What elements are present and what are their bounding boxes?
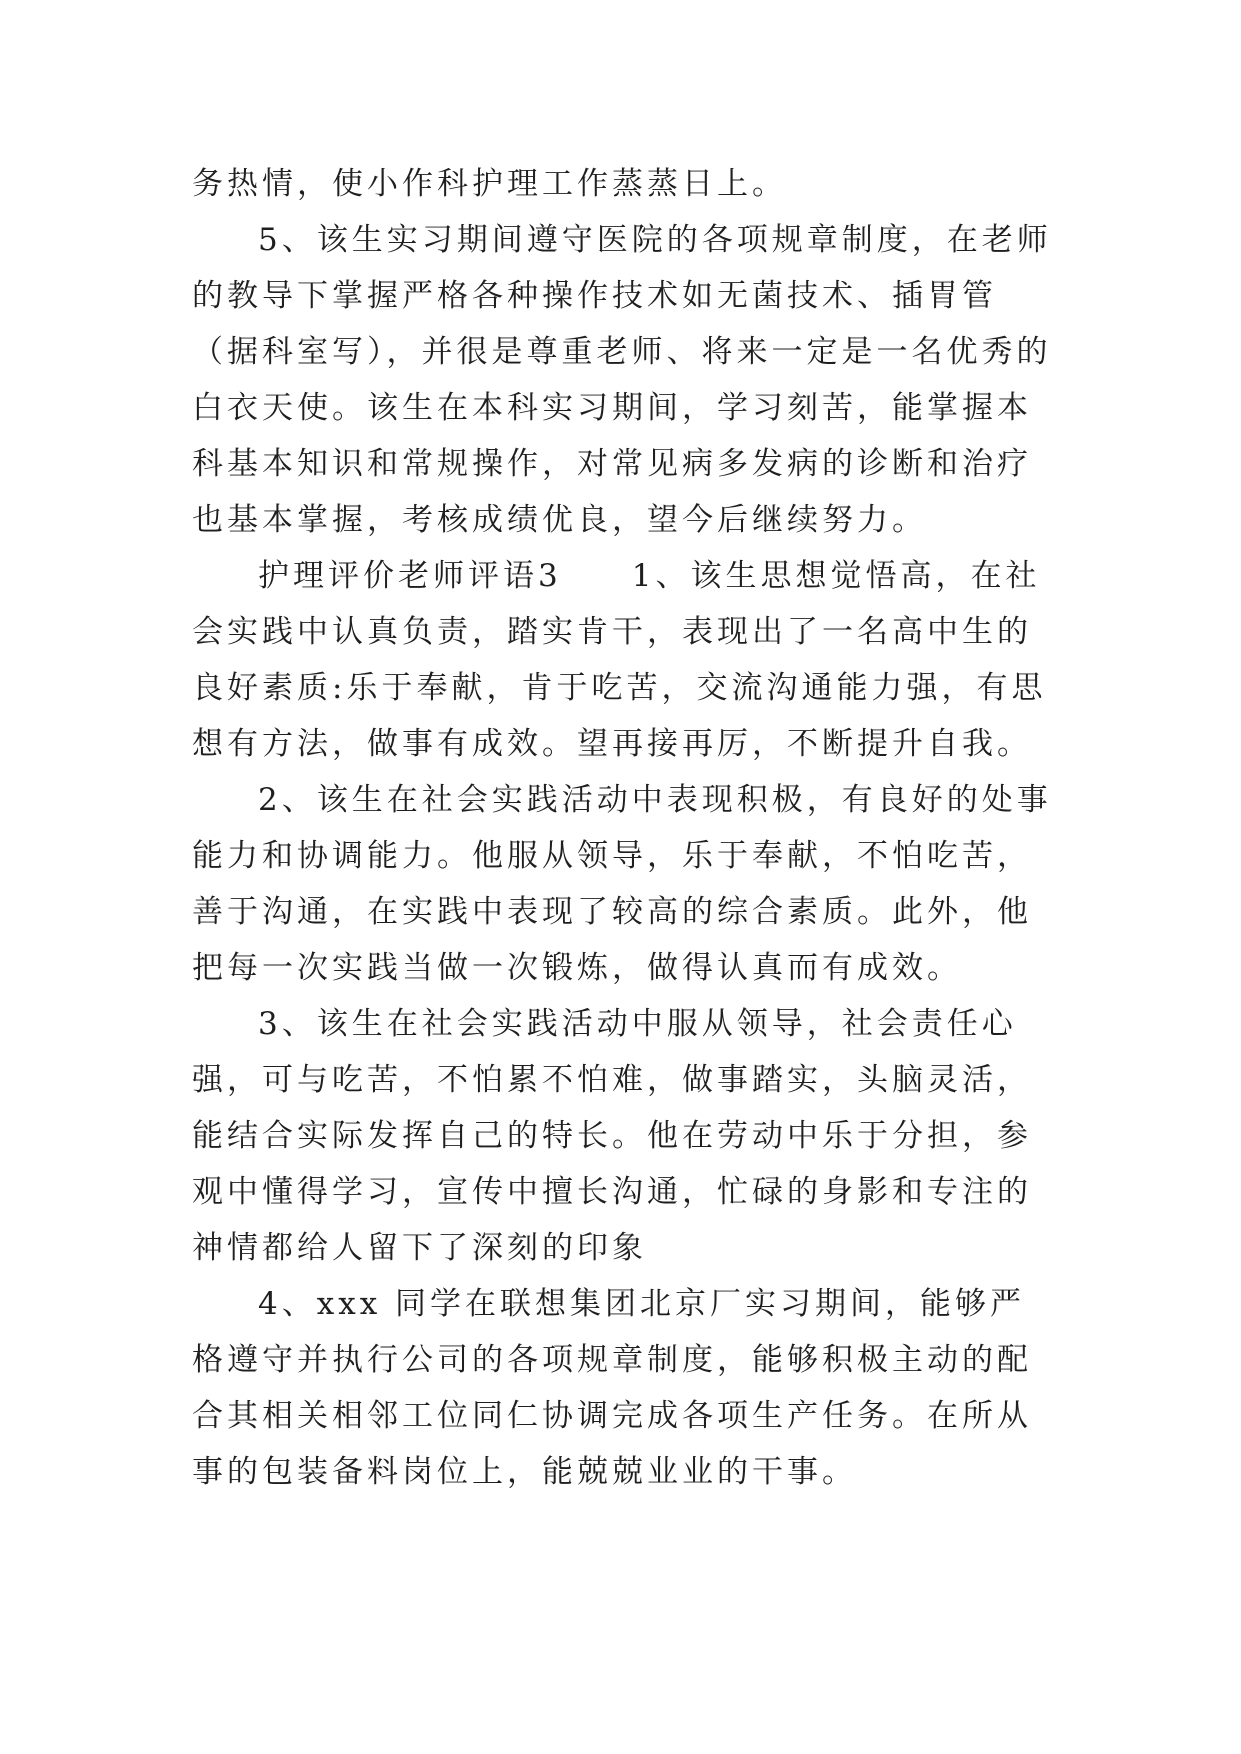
paragraph-section-3-item-1: 护理评价老师评语3 1、该生思想觉悟高，在社会实践中认真负责，踏实肯干，表现出了一名高中生的良好素质:乐于奉献，肯于吃苦，交流沟通能力强，有思想有方法，做事有成效。望再接再厉，不断提升自我。	[192, 558, 1047, 762]
document-body	[192, 156, 1058, 1500]
paragraph-item-2: 2、该生在社会实践活动中表现积极，有良好的处事能力和协调能力。他服从领导，乐于奉献，不怕吃苦，善于沟通，在实践中表现了较高的综合素质。此外，他把每一次实践当做一次锻炼，做得认真而有成效。	[192, 782, 1052, 986]
paragraph-continuation: 务热情，使小作科护理工作蒸蒸日上。	[192, 166, 787, 202]
paragraph-item-4: 4、xxx 同学在联想集团北京厂实习期间，能够严格遵守并执行公司的各项规章制度，能够积极主动的配合其相关相邻工位同仁协调完成各项生产任务。在所从事的包装备料岗位上，能兢兢业业的干事。	[192, 1286, 1032, 1490]
paragraph-item-3: 3、该生在社会实践活动中服从领导，社会责任心强，可与吃苦，不怕累不怕难，做事踏实，头脑灵活，能结合实际发挥自己的特长。他在劳动中乐于分担，参观中懂得学习，宣传中擅长沟通，忙碌的身影和专注的神情都给人留下了深刻的印象	[192, 1006, 1032, 1266]
paragraph-item-5: 5、该生实习期间遵守医院的各项规章制度，在老师的教导下掌握严格各种操作技术如无菌技术、插胃管（据科室写），并很是尊重老师、将来一定是一名优秀的白衣天使。该生在本科实习期间，学习刻苦，能掌握本科基本知识和常规操作，对常见病多发病的诊断和治疗也基本掌握，考核成绩优良，望今后继续努力。	[192, 222, 1052, 538]
